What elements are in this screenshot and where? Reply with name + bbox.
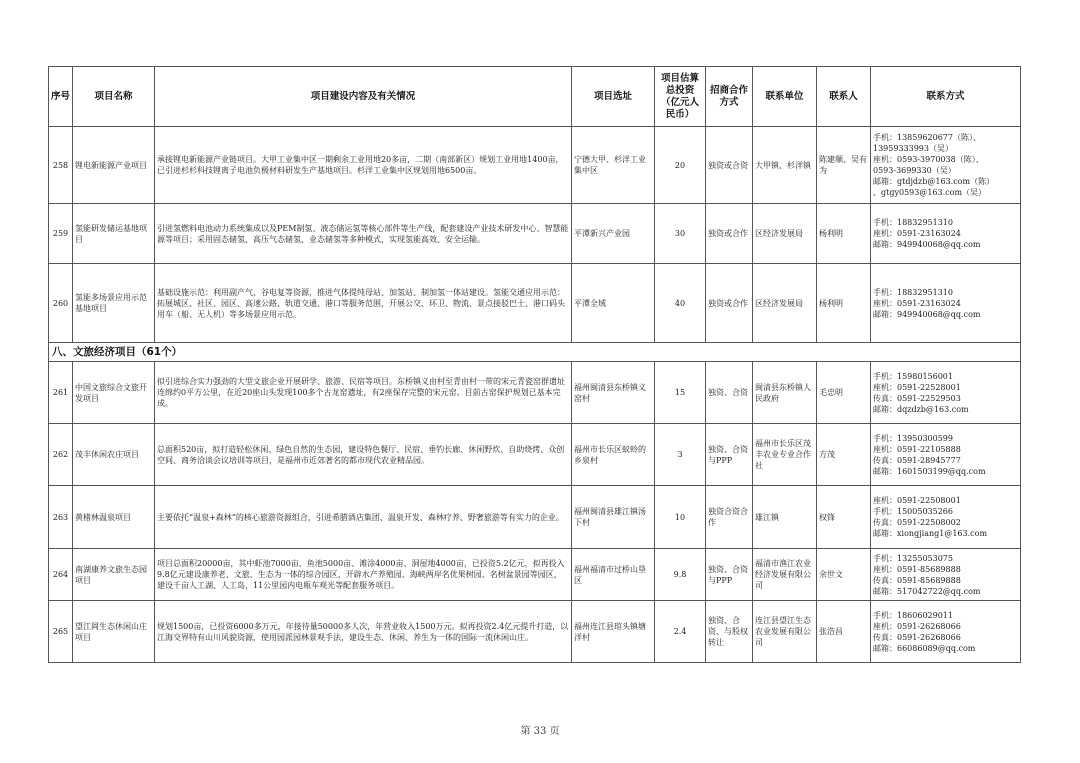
- table-row: [49, 127, 1021, 204]
- table-row: [49, 549, 1021, 601]
- header-investment: 项目估算总投资（亿元人民币）: [655, 67, 706, 127]
- table-row: [49, 204, 1021, 264]
- project-investment: 9.8: [655, 549, 706, 601]
- table-row: [49, 424, 1021, 486]
- project-content: 主要依托“温泉+森林”的核心旅游资源组合，引进希腊酒店集团、温泉开发、森林疗养、野奢旅游等有实力的企业。: [155, 486, 572, 549]
- contact-line: 手机：18832951310: [873, 218, 953, 227]
- contact-line: 传真：0591-26268066: [873, 632, 961, 642]
- contact-line: 手机：18832951310: [873, 287, 953, 297]
- contact-line: 传真：0591-28945777: [873, 455, 961, 465]
- project-content: 规划1500亩，已投资6000多万元，年接待量50000多人次，年营业收入1500万元。拟再投资2.4亿元提升打造，以江海交界特有山川风貌资源，使用园派园林景观手法，建设生态、休闲、养生为一体的国际一流休闲山庄。: [155, 601, 572, 663]
- contact-line: 座机：0591-22508001: [873, 496, 961, 505]
- project-location: 福州闽清县东桥镇义窑村: [572, 362, 655, 424]
- section-row: [49, 343, 1021, 362]
- contact-unit: 连江县望江生态农业发展有限公司: [753, 601, 817, 663]
- header-contact: 联系方式: [871, 67, 1021, 127]
- project-location: 平潭全域: [572, 264, 655, 343]
- project-investment: 20: [655, 127, 706, 204]
- contact-line: 邮箱：949940068@qq.com: [873, 240, 981, 249]
- project-location: 平潭新兴产业园: [572, 204, 655, 264]
- page-number: 第 33 页: [520, 726, 560, 737]
- contact-line: 邮箱：949940068@qq.com: [873, 309, 981, 319]
- contact-info: [871, 424, 1021, 486]
- header-unit: 联系单位: [753, 67, 817, 127]
- contact-line: 手机：15980156001: [873, 371, 953, 381]
- project-investment: 15: [655, 362, 706, 424]
- table-body: [49, 127, 1021, 663]
- project-name: 氢能多场景应用示范基地项目: [73, 264, 155, 343]
- project-name: 中国文旅综合文旅开发项目: [73, 362, 155, 424]
- contact-person: 杨利明: [817, 204, 871, 264]
- contact-person: 陈建顺、吴有为: [817, 127, 871, 204]
- contact-line: 座机：0591-23163024: [873, 229, 961, 238]
- project-content: 承接锂电新能源产业链项目。大甲工业集中区一期剩余工业用地20多亩，二期（南部新区）规划工业用地1400亩，已引进杉杉科技锂离子电池负极材料研发生产基地项目。杉洋工业集中区规划用地6500亩。: [155, 127, 572, 204]
- project-name: 黄楮林温泉项目: [73, 486, 155, 549]
- contact-unit: 区经济发展局: [753, 264, 817, 343]
- project-content: 引进氢燃料电池动力系统集成以及PEM制氢、液态储运氢等核心部件等生产线，配套建设产业技术研发中心、智慧能源等项目；采用固态储氢、高压气态储氢、业态储氢等多种模式，实现氢能高效、安全运输。: [155, 204, 572, 264]
- contact-info: [871, 601, 1021, 663]
- cooperation-mode: 独资或合作: [706, 264, 753, 343]
- cooperation-mode: 独资或合作: [706, 204, 753, 264]
- contact-info: [871, 204, 1021, 264]
- project-name: 望江岡生态休闲山庄项目: [73, 601, 155, 663]
- project-investment: 30: [655, 204, 706, 264]
- header-person: 联系人: [817, 67, 871, 127]
- table-row: [49, 362, 1021, 424]
- contact-person: 毛忠明: [817, 362, 871, 424]
- contact-line: 邮箱：gtdjdzb@163.com（陈）: [873, 177, 995, 186]
- row-number: 262: [49, 424, 73, 486]
- project-location: 福州连江县琯头镇塘洋村: [572, 601, 655, 663]
- project-content: 项目总面积20000亩，其中虾池7000亩、鱼池5000亩、滩涂4000亩、洞屋地4000亩，已投资5.2亿元，拟再投入9.8亿元建设康养老、文旅、生态为一体的综合园区，开辟水产养殖园、海峡两岸名优果树园、名树盆景园等园区，建设千亩人工湖、人工岛，11公里园内电瓶车观光等配套服务项目。: [155, 549, 572, 601]
- contact-info: [871, 486, 1021, 549]
- contact-person: 权锋: [817, 486, 871, 549]
- cooperation-mode: 独资合资合作: [706, 486, 753, 549]
- contact-unit: 区经济发展局: [753, 204, 817, 264]
- contact-line: 13959333993（吴）: [873, 144, 953, 153]
- contact-line: 手机：13859620677（陈）、: [873, 133, 981, 142]
- row-number: 258: [49, 127, 73, 204]
- cooperation-mode: 独资、合资与PPP: [706, 549, 753, 601]
- contact-line: 邮箱：1601503199@qq.com: [873, 466, 986, 476]
- contact-unit: 福清市渔江农业经济发展有限公司: [753, 549, 817, 601]
- row-number: 264: [49, 549, 73, 601]
- section-title: 八、文旅经济项目（61个）: [49, 343, 1021, 362]
- contact-info: [871, 362, 1021, 424]
- contact-line: 手机：18606029011: [873, 610, 953, 620]
- contact-line: 邮箱：xiongjiang1@163.com: [873, 529, 988, 538]
- contact-info: [871, 549, 1021, 601]
- row-number: 263: [49, 486, 73, 549]
- header-name: 项目名称: [73, 67, 155, 127]
- project-name: 茂丰休闲农庄项目: [73, 424, 155, 486]
- contact-unit: 大甲镇、杉洋镇: [753, 127, 817, 204]
- project-name: 氢能研发储运基地项目: [73, 204, 155, 264]
- contact-line: 传真：0591-85689888: [873, 575, 961, 585]
- row-number: 261: [49, 362, 73, 424]
- contact-line: 手机：15005035266: [873, 507, 953, 516]
- project-content: 总面积520亩，拟打造轻松休闲、绿色自然的生态园，建设特色餐厅、民宿、垂钓长廊、休闲野炊、自助烧烤、众创空间、商务洽谈会议培训等项目，是福州市近郊著名的都市现代农业精品园。: [155, 424, 572, 486]
- contact-line: 邮箱：517042722@qq.com: [873, 586, 981, 596]
- contact-line: 座机：0591-85689888: [873, 564, 961, 574]
- contact-info: [871, 264, 1021, 343]
- project-name: 锂电新能源产业项目: [73, 127, 155, 204]
- contact-line: 、gtgy0593@163.com（吴）: [873, 188, 987, 197]
- contact-line: 手机：13950300599: [873, 433, 953, 443]
- contact-unit: 雄江镇: [753, 486, 817, 549]
- contact-line: 座机：0591-23163024: [873, 298, 961, 308]
- row-number: 260: [49, 264, 73, 343]
- table-row: [49, 486, 1021, 549]
- contact-person: 方茂: [817, 424, 871, 486]
- contact-line: 传真：0591-22508002: [873, 518, 961, 527]
- contact-line: 传真：0591-22529503: [873, 393, 961, 403]
- cooperation-mode: 独资、合资、与股权转让: [706, 601, 753, 663]
- cooperation-mode: 独资、合资: [706, 362, 753, 424]
- project-location: 宁德大甲、杉洋工业集中区: [572, 127, 655, 204]
- contact-line: 邮箱：dqzdzb@163.com: [873, 404, 969, 414]
- contact-line: 座机：0591-26268066: [873, 621, 961, 631]
- table-row: [49, 601, 1021, 663]
- table-row: [49, 264, 1021, 343]
- contact-line: 邮箱：66086089@qq.com: [873, 643, 976, 653]
- contact-unit: 福州市长乐区茂丰农业专业合作社: [753, 424, 817, 486]
- contact-line: 座机：0591-22105888: [873, 444, 961, 454]
- contact-line: 0593-3699330（吴）: [873, 166, 956, 175]
- project-investment: 2.4: [655, 601, 706, 663]
- header-location: 项目选址: [572, 67, 655, 127]
- project-content: 基础设施示范：利用副产气、谷电复等资源，推进气体提纯母站、加氢站、制加氢一体站建设。氢能交通应用示范：拓展城区、社区、园区、高速公路、轨道交通、港口等服务范围，开展公交、环卫、物流、景点接驳巴士、港口码头用车（船、无人机）等多场景应用示范。: [155, 264, 572, 343]
- row-number: 259: [49, 204, 73, 264]
- contact-line: 手机：13255053075: [873, 553, 953, 563]
- header-no: 序号: [49, 67, 73, 127]
- contact-info: [871, 127, 1021, 204]
- table-header-row: [49, 67, 1021, 127]
- contact-person: 杨利明: [817, 264, 871, 343]
- project-location: 福州市长乐区蚁蛉的乡泉村: [572, 424, 655, 486]
- contact-person: 张浩昌: [817, 601, 871, 663]
- project-investment: 3: [655, 424, 706, 486]
- project-investment: 40: [655, 264, 706, 343]
- project-location: 福州福清市过桥山垦区: [572, 549, 655, 601]
- project-table: [48, 66, 1021, 663]
- project-location: 福州闽清县雄江镇汤下村: [572, 486, 655, 549]
- project-name: 南湖康养文旅生态园项目: [73, 549, 155, 601]
- row-number: 265: [49, 601, 73, 663]
- contact-line: 座机：0593-3970038（陈）、: [873, 155, 984, 164]
- contact-person: 余世文: [817, 549, 871, 601]
- project-investment: 10: [655, 486, 706, 549]
- header-mode: 招商合作方式: [706, 67, 753, 127]
- header-content: 项目建设内容及有关情况: [155, 67, 572, 127]
- project-content: 拟引进综合实力强劲的大型文旅企业开展研学、旅游、民宿等项目。东桥镇义由村至青由村一带的宋元青瓷窑群遗址连绵约0平方公里，在近20座山头发现100多个古龙窑遗址，有2座保存完整的宋元窑。目前古窑保护规划已基本完成。: [155, 362, 572, 424]
- contact-line: 座机：0591-22528001: [873, 382, 961, 392]
- contact-unit: 闽清县东桥镇人民政府: [753, 362, 817, 424]
- cooperation-mode: 独资、合资与PPP: [706, 424, 753, 486]
- cooperation-mode: 独资或合资: [706, 127, 753, 204]
